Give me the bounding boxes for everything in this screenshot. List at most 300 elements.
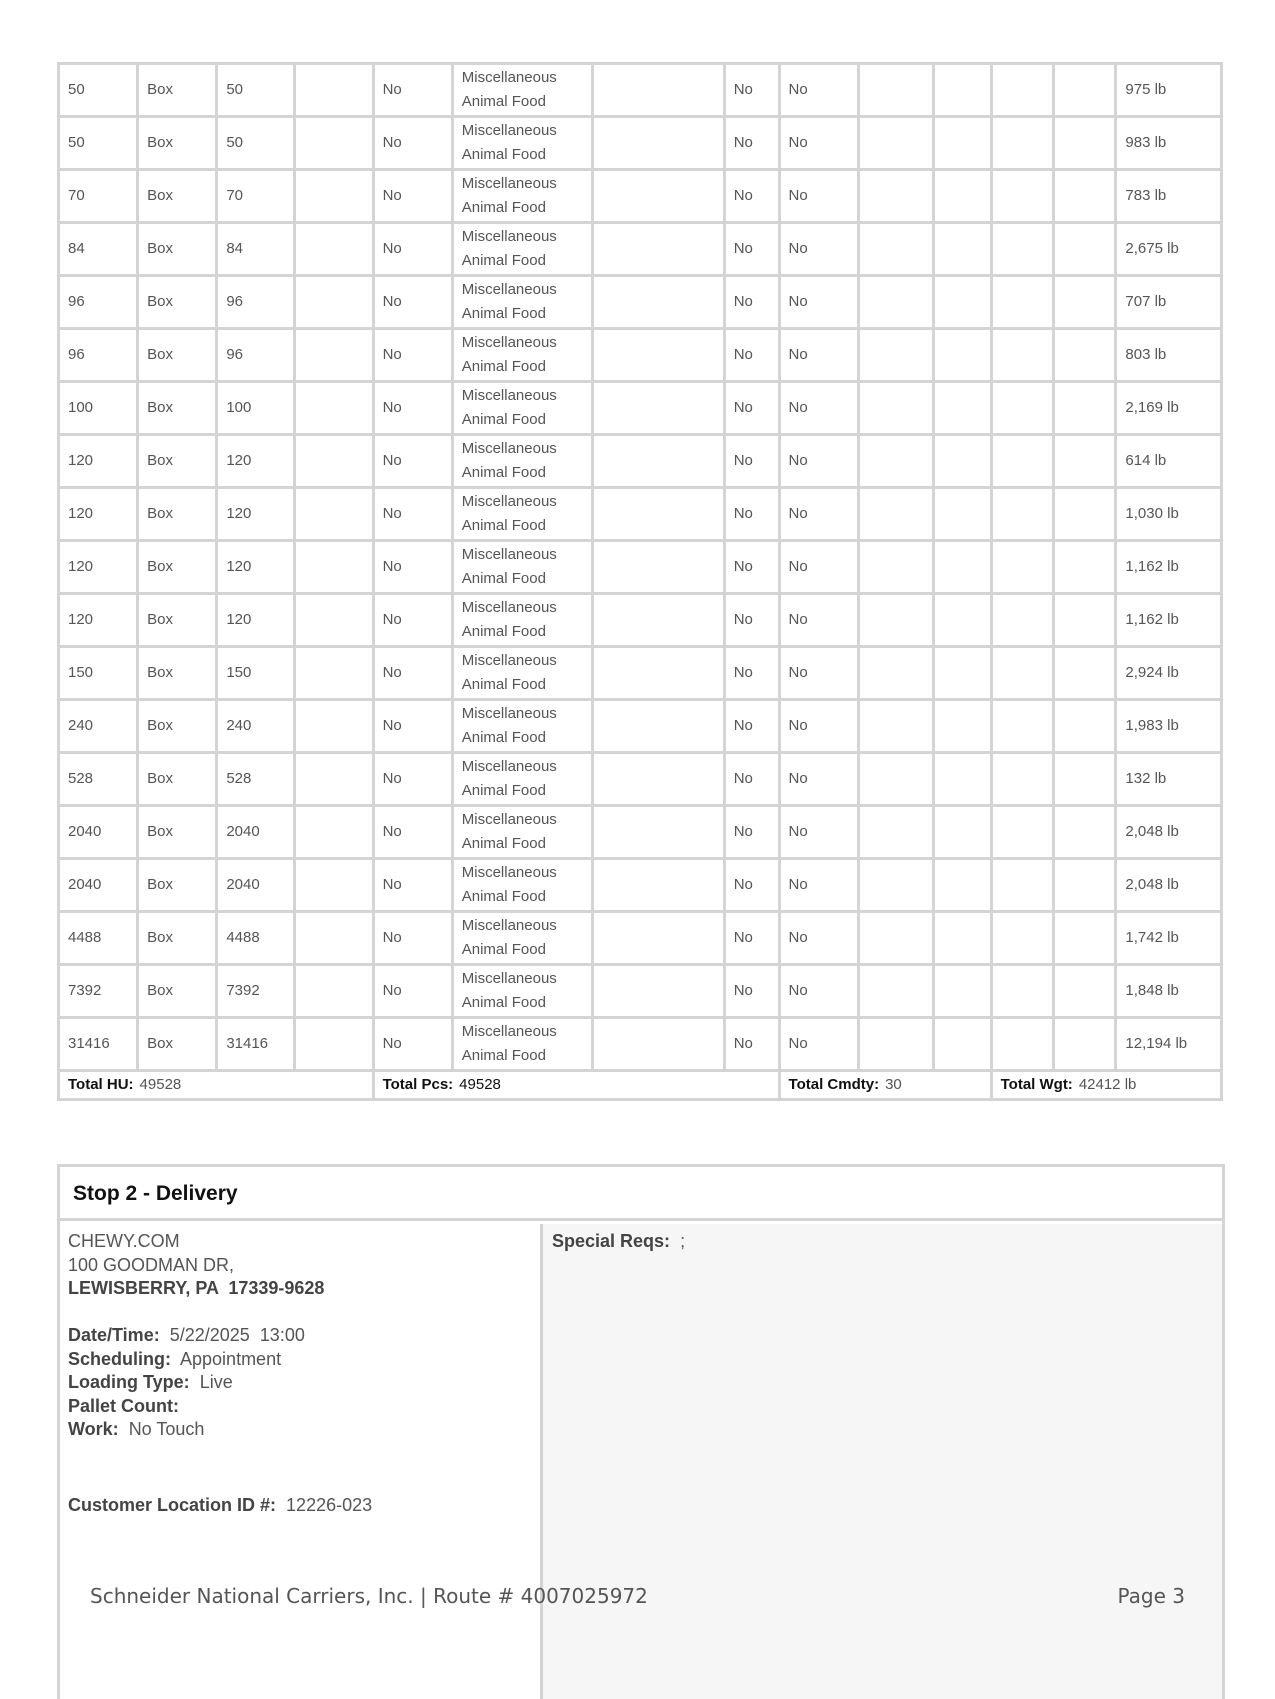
table-row [60,542,1223,595]
empty-cell [860,330,935,383]
flag-cell: No [781,489,860,542]
pallet-label: Pallet Count: [68,1395,179,1416]
table-row [60,171,1223,224]
description-cell [454,171,594,224]
hu-cell: 150 [60,648,139,701]
description-line: Animal Food [461,835,546,852]
empty-cell [1055,1019,1118,1072]
description-line: Animal Food [461,305,546,322]
cargo-table-body [60,65,1223,1072]
empty-cell [594,701,726,754]
empty-cell [594,65,726,118]
description-line: Miscellaneous [461,705,557,722]
flag-cell: No [781,966,860,1019]
empty-cell [935,966,993,1019]
empty-cell [860,1019,935,1072]
empty-cell [993,542,1055,595]
hu-cell: 528 [60,754,139,807]
pcs-cell: 2040 [218,860,296,913]
page-number: Page 3 [1117,1584,1185,1608]
pcs-cell: 120 [218,436,296,489]
empty-cell [296,224,374,277]
pcs-cell: 528 [218,754,296,807]
flag-cell: No [726,595,781,648]
flag-cell: No [781,436,860,489]
flag-cell: No [726,966,781,1019]
empty-cell [1055,966,1118,1019]
hu-cell: 50 [60,65,139,118]
flag-cell: No [781,1019,860,1072]
total-wgt-value: 42412 lb [1078,1076,1137,1093]
empty-cell [935,860,993,913]
empty-cell [296,118,374,171]
hazmat-cell: No [375,966,454,1019]
total-wgt-label: Total Wgt: [1000,1076,1073,1093]
table-row [60,807,1223,860]
empty-cell [935,701,993,754]
hu-cell: 2040 [60,860,139,913]
empty-cell [1055,860,1118,913]
empty-cell [594,383,726,436]
flag-cell: No [726,118,781,171]
hu-cell: 96 [60,277,139,330]
weight-cell: 1,162 lb [1117,542,1223,595]
type-cell: Box [139,224,218,277]
empty-cell [296,277,374,330]
empty-cell [594,648,726,701]
empty-cell [993,966,1055,1019]
description-line: Animal Food [461,411,546,428]
flag-cell: No [781,171,860,224]
empty-cell [935,277,993,330]
type-cell: Box [139,701,218,754]
empty-cell [860,701,935,754]
flag-cell: No [726,277,781,330]
flag-cell: No [726,913,781,966]
empty-cell [594,436,726,489]
street-address: 100 GOODMAN DR, [68,1254,235,1275]
empty-cell [935,436,993,489]
description-line: Animal Food [461,252,546,269]
description-line: Animal Food [461,623,546,640]
flag-cell: No [781,118,860,171]
description-cell [454,913,594,966]
empty-cell [1055,542,1118,595]
weight-cell: 2,048 lb [1117,807,1223,860]
description-cell [454,383,594,436]
weight-cell: 975 lb [1117,65,1223,118]
table-row [60,224,1223,277]
hu-cell: 50 [60,118,139,171]
empty-cell [993,118,1055,171]
empty-cell [594,171,726,224]
hazmat-cell: No [375,860,454,913]
stop-title: Stop 2 - Delivery [60,1167,1222,1221]
empty-cell [935,383,993,436]
hu-cell: 7392 [60,966,139,1019]
table-row [60,913,1223,966]
empty-cell [993,595,1055,648]
flag-cell: No [726,648,781,701]
description-cell [454,277,594,330]
flag-cell: No [726,807,781,860]
type-cell: Box [139,913,218,966]
empty-cell [296,807,374,860]
empty-cell [1055,65,1118,118]
description-cell [454,595,594,648]
table-row [60,860,1223,913]
hu-cell: 120 [60,595,139,648]
total-hu-value: 49528 [139,1076,182,1093]
weight-cell: 2,924 lb [1117,648,1223,701]
flag-cell: No [726,65,781,118]
empty-cell [860,595,935,648]
empty-cell [296,436,374,489]
datetime-value: 5/22/2025 13:00 [169,1325,305,1345]
description-line: Miscellaneous [461,1023,557,1040]
hu-cell: 96 [60,330,139,383]
empty-cell [993,860,1055,913]
empty-cell [860,118,935,171]
empty-cell [993,701,1055,754]
description-line: Miscellaneous [461,864,557,881]
empty-cell [296,595,374,648]
hazmat-cell: No [375,383,454,436]
empty-cell [1055,807,1118,860]
description-line: Animal Food [461,1047,546,1064]
flag-cell: No [781,330,860,383]
type-cell: Box [139,65,218,118]
weight-cell: 707 lb [1117,277,1223,330]
company-name: CHEWY.COM [68,1231,180,1251]
empty-cell [993,489,1055,542]
weight-cell: 803 lb [1117,330,1223,383]
empty-cell [860,65,935,118]
flag-cell: No [781,913,860,966]
empty-cell [296,65,374,118]
empty-cell [594,860,726,913]
total-cmdty-cell [781,1072,993,1101]
hazmat-cell: No [375,171,454,224]
hu-cell: 4488 [60,913,139,966]
description-line: Miscellaneous [461,917,557,934]
work-line [68,1418,540,1442]
pcs-cell: 96 [218,277,296,330]
weight-cell: 1,983 lb [1117,701,1223,754]
description-line: Animal Food [461,199,546,216]
type-cell: Box [139,489,218,542]
stop-address-block [60,1224,540,1699]
empty-cell [296,966,374,1019]
description-line: Miscellaneous [461,811,557,828]
empty-cell [860,648,935,701]
description-cell [454,118,594,171]
empty-cell [993,648,1055,701]
empty-cell [296,754,374,807]
weight-cell: 1,030 lb [1117,489,1223,542]
flag-cell: No [726,171,781,224]
flag-cell: No [781,701,860,754]
flag-cell: No [781,807,860,860]
type-cell: Box [139,966,218,1019]
weight-cell: 1,162 lb [1117,595,1223,648]
empty-cell [296,383,374,436]
description-line: Miscellaneous [461,281,557,298]
loading-label: Loading Type: [68,1372,190,1392]
hu-cell: 120 [60,489,139,542]
empty-cell [993,65,1055,118]
description-line: Miscellaneous [461,493,557,510]
total-hu-cell [60,1072,375,1101]
description-line: Miscellaneous [461,175,557,192]
pcs-cell: 120 [218,595,296,648]
total-cmdty-label: Total Cmdty: [788,1076,880,1093]
hu-cell: 120 [60,436,139,489]
total-pcs-cell [375,1072,781,1101]
pcs-cell: 240 [218,701,296,754]
empty-cell [296,330,374,383]
type-cell: Box [139,860,218,913]
table-row [60,65,1223,118]
empty-cell [1055,913,1118,966]
weight-cell: 983 lb [1117,118,1223,171]
empty-cell [935,648,993,701]
empty-cell [296,1019,374,1072]
empty-cell [860,542,935,595]
hazmat-cell: No [375,913,454,966]
hu-cell: 84 [60,224,139,277]
description-cell [454,542,594,595]
total-pcs-label: Total Pcs: [382,1076,454,1093]
flag-cell: No [781,754,860,807]
special-reqs-label: Special Reqs: [552,1231,671,1251]
empty-cell [1055,330,1118,383]
weight-cell: 12,194 lb [1117,1019,1223,1072]
empty-cell [1055,383,1118,436]
description-cell [454,807,594,860]
type-cell: Box [139,277,218,330]
empty-cell [1055,595,1118,648]
hu-cell: 240 [60,701,139,754]
pcs-cell: 120 [218,542,296,595]
work-label: Work: [68,1419,119,1439]
pcs-cell: 120 [218,489,296,542]
empty-cell [296,171,374,224]
flag-cell: No [781,648,860,701]
empty-cell [935,118,993,171]
empty-cell [993,807,1055,860]
footer-carrier-route: Schneider National Carriers, Inc. | Route # 4007025972 [90,1584,648,1608]
table-row [60,330,1223,383]
datetime-line [68,1324,540,1348]
empty-cell [860,171,935,224]
empty-cell [860,966,935,1019]
empty-cell [594,489,726,542]
flag-cell: No [726,860,781,913]
special-reqs-block [543,1224,1222,1699]
description-line: Miscellaneous [461,440,557,457]
empty-cell [993,913,1055,966]
hazmat-cell: No [375,754,454,807]
datetime-label: Date/Time: [68,1325,160,1345]
empty-cell [594,277,726,330]
empty-cell [860,489,935,542]
table-row [60,595,1223,648]
total-cmdty-value: 30 [885,1076,902,1093]
table-row [60,754,1223,807]
weight-cell: 1,848 lb [1117,966,1223,1019]
table-row [60,118,1223,171]
work-value: No Touch [128,1419,205,1439]
pcs-cell: 7392 [218,966,296,1019]
flag-cell: No [726,330,781,383]
empty-cell [860,754,935,807]
flag-cell: No [781,65,860,118]
scheduling-label: Scheduling: [68,1348,171,1369]
type-cell: Box [139,436,218,489]
empty-cell [993,330,1055,383]
page-footer [90,1584,1185,1614]
description-cell [454,860,594,913]
empty-cell [860,277,935,330]
weight-cell: 1,742 lb [1117,913,1223,966]
empty-cell [1055,754,1118,807]
description-line: Animal Food [461,888,546,905]
type-cell: Box [139,330,218,383]
table-row [60,277,1223,330]
empty-cell [935,807,993,860]
empty-cell [296,701,374,754]
description-line: Miscellaneous [461,228,557,245]
hazmat-cell: No [375,701,454,754]
customer-location-line [68,1494,540,1518]
description-line: Animal Food [461,146,546,163]
empty-cell [993,224,1055,277]
total-wgt-cell [993,1072,1223,1101]
empty-cell [993,277,1055,330]
pcs-cell: 50 [218,65,296,118]
empty-cell [594,542,726,595]
empty-cell [860,224,935,277]
pcs-cell: 31416 [218,1019,296,1072]
description-line: Miscellaneous [461,758,557,775]
empty-cell [860,860,935,913]
city-state-zip: LEWISBERRY, PA 17339-9628 [68,1278,325,1298]
empty-cell [594,595,726,648]
description-cell [454,65,594,118]
weight-cell: 2,675 lb [1117,224,1223,277]
empty-cell [993,383,1055,436]
hazmat-cell: No [375,224,454,277]
flag-cell: No [781,542,860,595]
type-cell: Box [139,648,218,701]
pcs-cell: 4488 [218,913,296,966]
flag-cell: No [726,224,781,277]
description-line: Animal Food [461,729,546,746]
table-row [60,436,1223,489]
empty-cell [1055,277,1118,330]
description-cell [454,436,594,489]
hazmat-cell: No [375,436,454,489]
weight-cell: 2,169 lb [1117,383,1223,436]
description-line: Animal Food [461,517,546,534]
type-cell: Box [139,595,218,648]
empty-cell [296,860,374,913]
empty-cell [935,489,993,542]
empty-cell [935,224,993,277]
total-hu-label: Total HU: [68,1076,134,1093]
empty-cell [594,807,726,860]
type-cell: Box [139,807,218,860]
hazmat-cell: No [375,1019,454,1072]
description-line: Animal Food [461,994,546,1011]
table-row [60,966,1223,1019]
loading-line [68,1371,540,1395]
empty-cell [935,330,993,383]
description-cell [454,224,594,277]
flag-cell: No [726,489,781,542]
flag-cell: No [726,754,781,807]
hu-cell: 31416 [60,1019,139,1072]
flag-cell: No [726,1019,781,1072]
empty-cell [594,754,726,807]
description-line: Animal Food [461,570,546,587]
hu-cell: 70 [60,171,139,224]
empty-cell [296,542,374,595]
customer-location-label: Customer Location ID #: [68,1494,277,1515]
scheduling-value: Appointment [180,1348,282,1369]
table-row [60,701,1223,754]
description-line: Animal Food [461,358,546,375]
description-line: Miscellaneous [461,546,557,563]
stop-delivery-panel [57,1164,1225,1699]
table-row [60,648,1223,701]
empty-cell [935,171,993,224]
pcs-cell: 100 [218,383,296,436]
description-cell [454,754,594,807]
description-line: Miscellaneous [461,387,557,404]
pcs-cell: 84 [218,224,296,277]
hu-cell: 120 [60,542,139,595]
table-row [60,383,1223,436]
empty-cell [993,1019,1055,1072]
empty-cell [594,224,726,277]
empty-cell [993,171,1055,224]
hazmat-cell: No [375,807,454,860]
empty-cell [296,648,374,701]
description-line: Animal Food [461,676,546,693]
cargo-table [57,62,1223,1101]
hu-cell: 2040 [60,807,139,860]
hazmat-cell: No [375,648,454,701]
empty-cell [860,436,935,489]
hazmat-cell: No [375,595,454,648]
pcs-cell: 96 [218,330,296,383]
customer-location-value: 12226-023 [286,1494,373,1515]
hazmat-cell: No [375,65,454,118]
table-row [60,1019,1223,1072]
description-line: Animal Food [461,464,546,481]
loading-value: Live [199,1372,233,1392]
flag-cell: No [726,383,781,436]
empty-cell [860,383,935,436]
pallet-line [68,1395,540,1419]
flag-cell: No [781,595,860,648]
hazmat-cell: No [375,489,454,542]
table-row [60,489,1223,542]
empty-cell [296,913,374,966]
flag-cell: No [726,701,781,754]
